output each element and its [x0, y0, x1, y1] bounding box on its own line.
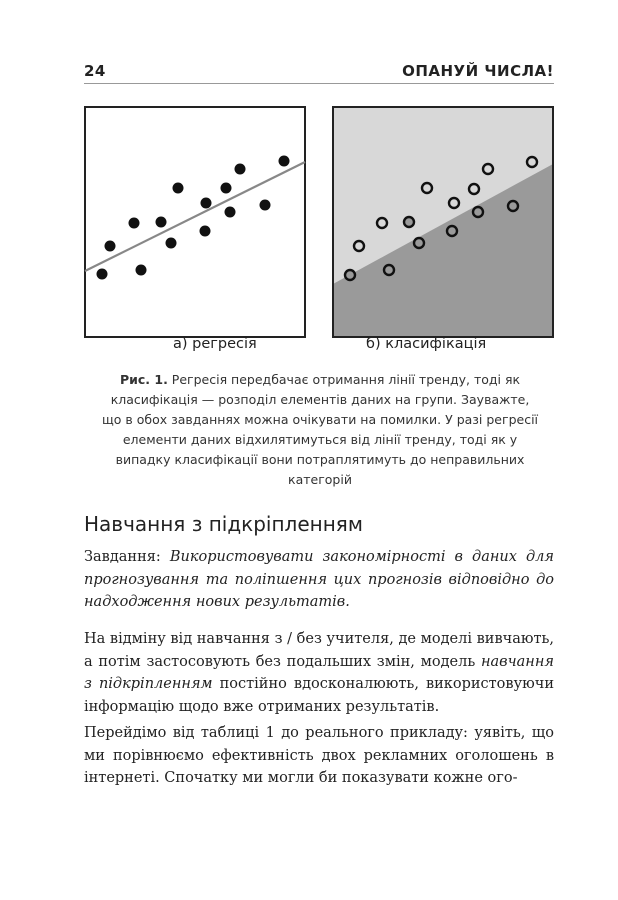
data-point	[279, 156, 290, 167]
body-paragraph	[84, 628, 554, 718]
regression-panel	[84, 106, 306, 338]
running-header	[84, 58, 554, 82]
data-point	[414, 238, 424, 248]
data-point	[354, 241, 364, 251]
data-point	[200, 226, 211, 237]
data-point	[404, 217, 414, 227]
data-point	[129, 218, 140, 229]
classification-panel	[332, 106, 554, 338]
data-point	[469, 184, 479, 194]
data-point	[508, 201, 518, 211]
caption-text: Регресія передбачає отримання лінії тренду, тоді як класифікація — розподіл елементів даних на групи. Зауважте, що в обох завданнях можна очікувати на помилки. У разі регресії елементи даних відхилятимуться від лінії тренду, тоді як у випадку класифікації вони потраплятимуть до неправильних категорій	[101, 372, 539, 487]
data-point	[377, 218, 387, 228]
data-point	[225, 207, 236, 218]
data-point	[201, 198, 212, 209]
data-point	[260, 200, 271, 211]
task-paragraph	[84, 546, 554, 614]
page-number: 24	[84, 62, 106, 80]
data-point	[105, 241, 116, 252]
data-point	[527, 157, 537, 167]
data-point	[166, 238, 177, 249]
data-point	[447, 226, 457, 236]
panel-b-label: б) класифікація	[366, 336, 487, 352]
data-point	[422, 183, 432, 193]
body-paragraph: Перейдімо від таблиці 1 до реального прикладу: уявіть, що ми порівнюємо ефективність двох рекламних оголошень в інтернеті. Спочатку ми могли би показувати кожне ого-	[84, 725, 554, 786]
data-point	[345, 270, 355, 280]
data-point	[483, 164, 493, 174]
regression-frame	[85, 107, 305, 337]
caption-label: Рис. 1.	[119, 372, 168, 387]
task-label: Завдання:	[84, 549, 170, 565]
figure-caption	[100, 370, 540, 490]
header-rule	[84, 83, 554, 84]
data-point	[156, 217, 167, 228]
book-title: ОПАНУЙ ЧИСЛА!	[402, 62, 554, 80]
data-point	[221, 183, 232, 194]
p2-term: навчання з підкріпленням	[84, 653, 554, 692]
p2-end: постійно вдосконалюють, використовуючи інформацію щодо вже отриманих результатів.	[84, 676, 554, 715]
data-point	[449, 198, 459, 208]
section-heading: Навчання з підкріпленням	[84, 512, 363, 536]
data-point	[235, 164, 246, 175]
data-point	[136, 265, 147, 276]
p2-start: На відміну від навчання з / без учителя, де моделі вивчають, а потім застосовують без подальших змін, модель	[84, 631, 554, 670]
task-text: Використовувати закономірності в даних для прогнозування та поліпшення цих прогнозів відповідно до надходження нових результатів.	[84, 549, 554, 610]
data-point	[384, 265, 394, 275]
data-point	[173, 183, 184, 194]
data-point	[473, 207, 483, 217]
figure-1	[84, 106, 554, 338]
data-point	[97, 269, 108, 280]
panel-a-label: а) регресія	[173, 336, 257, 352]
